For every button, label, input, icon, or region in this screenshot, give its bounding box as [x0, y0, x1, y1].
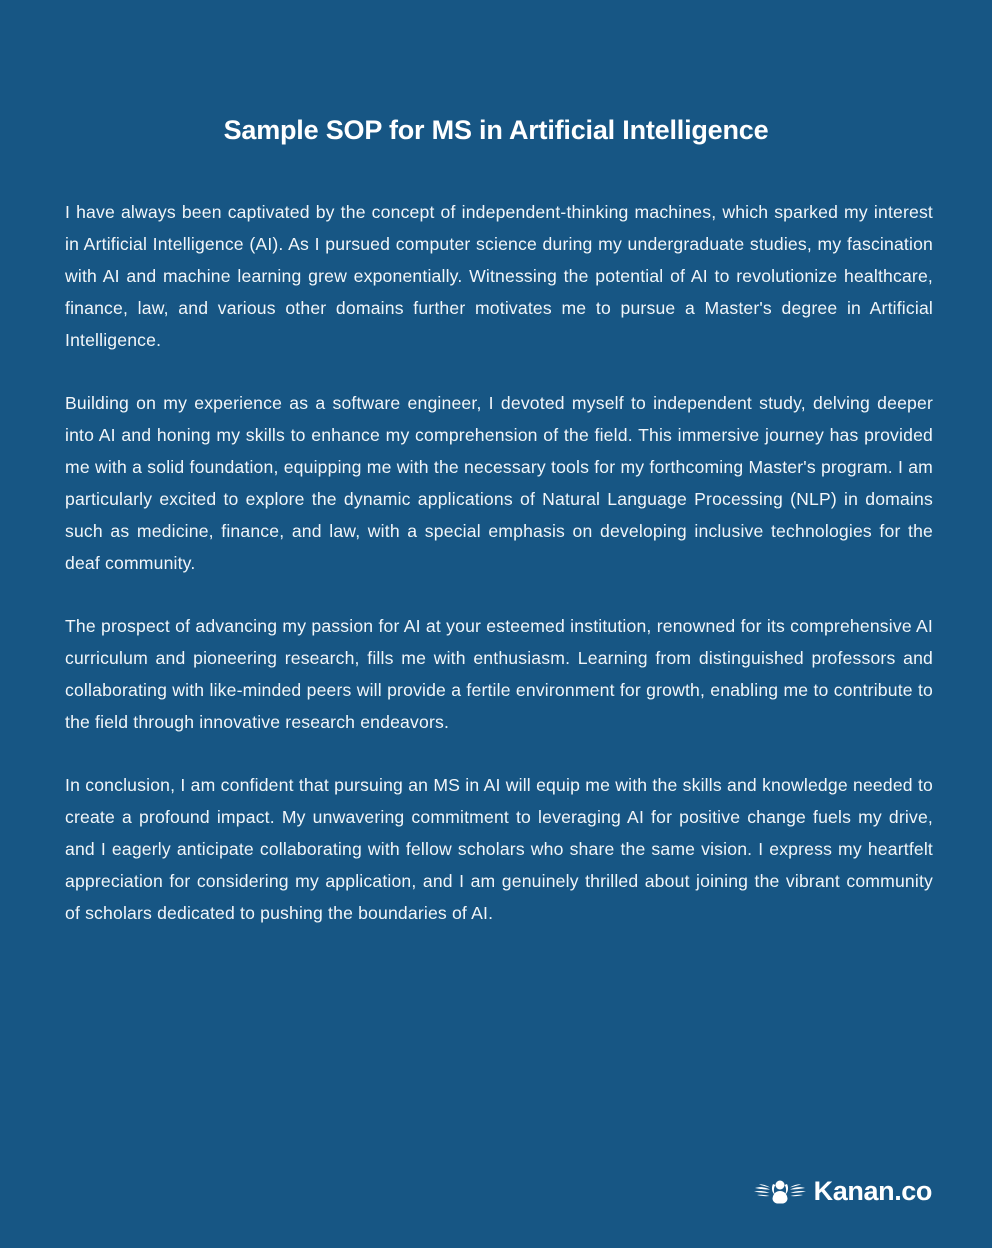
page-title: Sample SOP for MS in Artificial Intelligence	[223, 115, 769, 145]
paragraph-background: Building on my experience as a software engineer, I devoted myself to independent study, delving deeper into AI and honing my skills to enhance my comprehension of the field. This immersive journey has provided me with a solid foundation, equipping me with the necessary tools for my forthcoming Master's program. I am particularly excited to explore the dynamic applications of Natural Language Processing (NLP) in domains such as medicine, finance, and law, with a special emphasis on developing inclusive technologies for the deaf community.	[65, 393, 933, 573]
winged-figure-icon	[754, 1176, 806, 1206]
paragraph-conclusion: In conclusion, I am confident that pursuing an MS in AI will equip me with the skills and knowledge needed to create a profound impact. My unwavering commitment to leveraging AI for positive change fuels my drive, and I eagerly anticipate collaborating with fellow scholars who share the same vision. I express my heartfelt appreciation for considering my application, and I am genuinely thrilled about joining the vibrant community of scholars dedicated to pushing the boundaries of AI.	[65, 775, 933, 923]
paragraph-institution-fit: The prospect of advancing my passion for AI at your esteemed institution, renowned for its comprehensive AI curriculum and pioneering research, fills me with enthusiasm. Learning from distinguished professors and collaborating with like-minded peers will provide a fertile environment for growth, enabling me to contribute to the field through innovative research endeavors.	[65, 616, 933, 732]
sop-body	[65, 196, 933, 929]
paragraph-intro: I have always been captivated by the concept of independent-thinking machines, which sparked my interest in Artificial Intelligence (AI). As I pursued computer science during my undergraduate studies, my fascination with AI and machine learning grew exponentially. Witnessing the potential of AI to revolutionize healthcare, finance, law, and various other domains further motivates me to pursue a Master's degree in Artificial Intelligence.	[65, 202, 933, 350]
brand-name-label: Kanan.co	[813, 1176, 932, 1206]
brand-logo	[754, 1176, 932, 1206]
